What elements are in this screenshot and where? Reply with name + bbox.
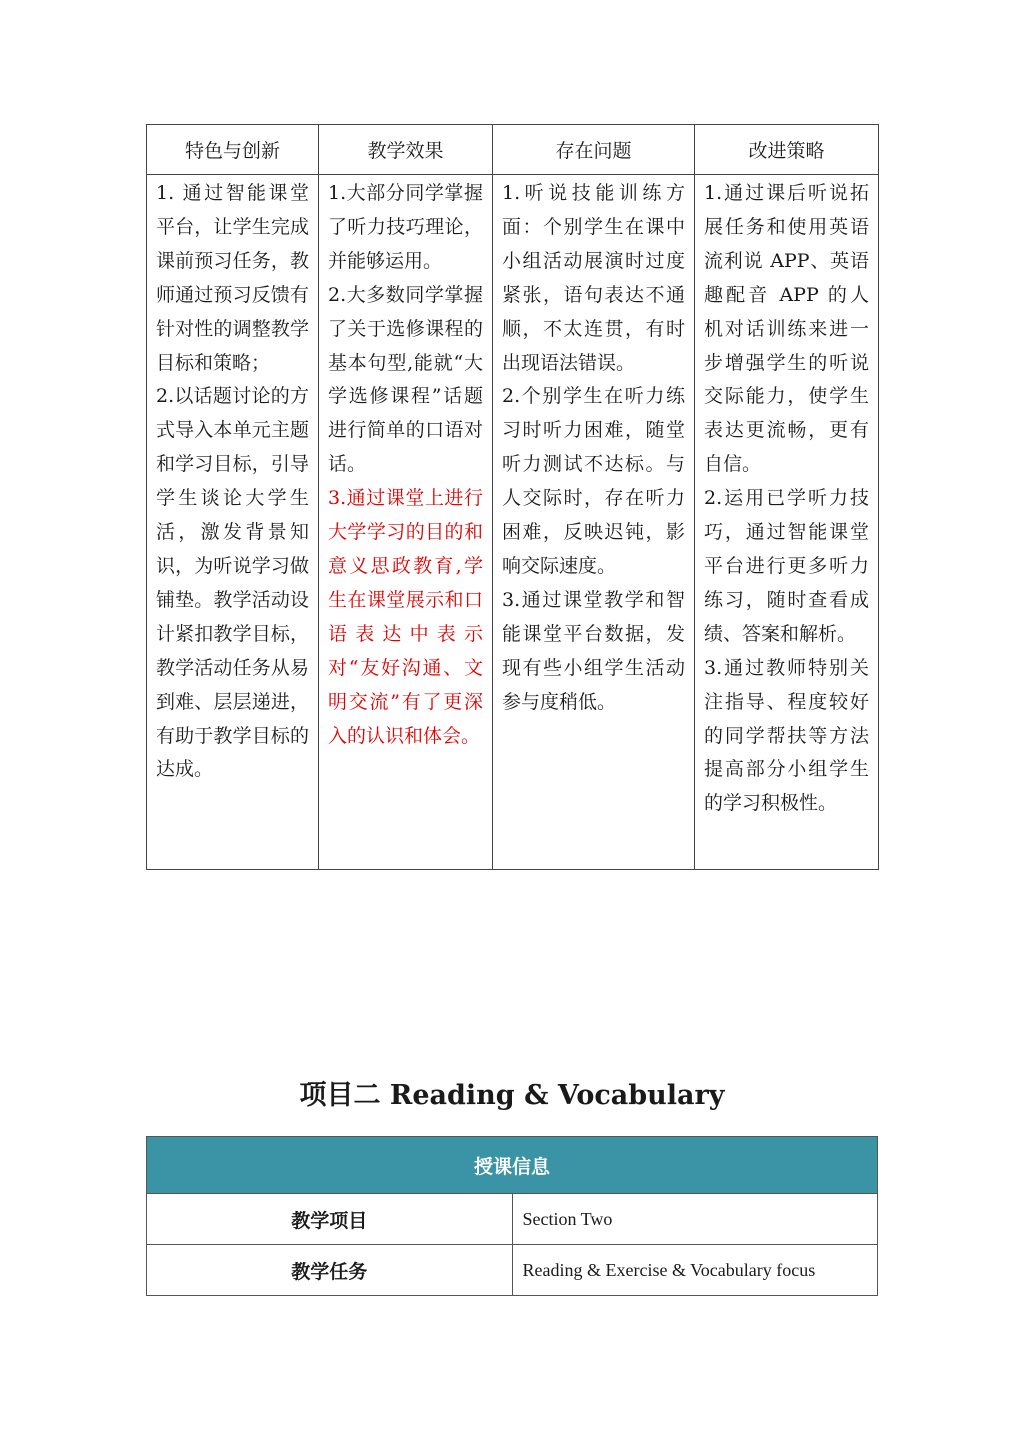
info-header-row [147, 1137, 878, 1194]
header-problems: 存在问题 [493, 125, 695, 175]
evaluation-table [146, 124, 879, 870]
strategies-item-3: 3.通过教师特别关注指导、程度较好的同学帮扶等方法提高部分小组学生的学习积极性。 [704, 656, 869, 815]
row-label: 教学项目 [147, 1194, 513, 1245]
features-item-1: 1. 通过智能课堂平台，让学生完成课前预习任务，教师通过预习反馈有针对性的调整教学目标和策略； [156, 182, 309, 374]
effects-item-2: 2.大多数同学掌握了关于选修课程的基本句型,能就“大学选修课程”话题进行简单的口语对话。 [328, 283, 483, 476]
features-item-2: 2.以话题讨论的方式导入本单元主题和学习目标，引导学生谈论大学生活，激发背景知识，为听说学习做铺垫。教学活动设计紧扣教学目标，教学活动任务从易到难、层层递进，有助于教学目标的达成。 [156, 385, 309, 781]
effects-cell [319, 175, 493, 870]
row-value: Reading & Exercise & Vocabulary focus [512, 1245, 878, 1296]
effects-item-1: 1.大部分同学掌握了听力技巧理论，并能够运用。 [328, 182, 483, 272]
row-label: 教学任务 [147, 1245, 513, 1296]
info-header: 授课信息 [147, 1137, 878, 1194]
strategies-item-2: 2.运用已学听力技巧，通过智能课堂平台进行更多听力练习，随时查看成绩、答案和解析。 [704, 487, 869, 645]
header-features: 特色与创新 [147, 125, 319, 175]
row-value: Section Two [512, 1194, 878, 1245]
table-row [147, 1245, 878, 1296]
header-strategies: 改进策略 [695, 125, 879, 175]
course-info-table [146, 1136, 878, 1296]
effects-item-3-highlighted: 3.通过课堂上进行大学学习的目的和意义思政教育,学生在课堂展示和口语表达中表示对“友好沟通、文明交流”有了更深入的认识和体会。 [328, 487, 483, 747]
problems-item-2: 2.个别学生在听力练习时听力困难，随堂听力测试不达标。与人交际时，存在听力困难，反映迟钝，影响交际速度。 [502, 385, 685, 577]
problems-cell [493, 175, 695, 870]
features-cell [147, 175, 319, 870]
section-title: 项目二 Reading & Vocabulary [299, 1080, 725, 1111]
strategies-item-1: 1.通过课后听说拓展任务和使用英语流利说 APP、英语趣配音 APP 的人机对话训练来进一步增强学生的听说交际能力，使学生表达更流畅，更有自信。 [704, 182, 869, 476]
problems-item-3: 3.通过课堂教学和智能课堂平台数据，发现有些小组学生活动参与度稍低。 [502, 588, 685, 713]
table-row [147, 1194, 878, 1245]
problems-item-1: 1.听说技能训练方面：个别学生在课中小组活动展演时过度紧张，语句表达不通顺，不太连贯，有时出现语法错误。 [502, 182, 685, 374]
strategies-cell [695, 175, 879, 870]
header-effects: 教学效果 [319, 125, 493, 175]
table-header-row [147, 125, 879, 175]
table-row [147, 175, 879, 870]
